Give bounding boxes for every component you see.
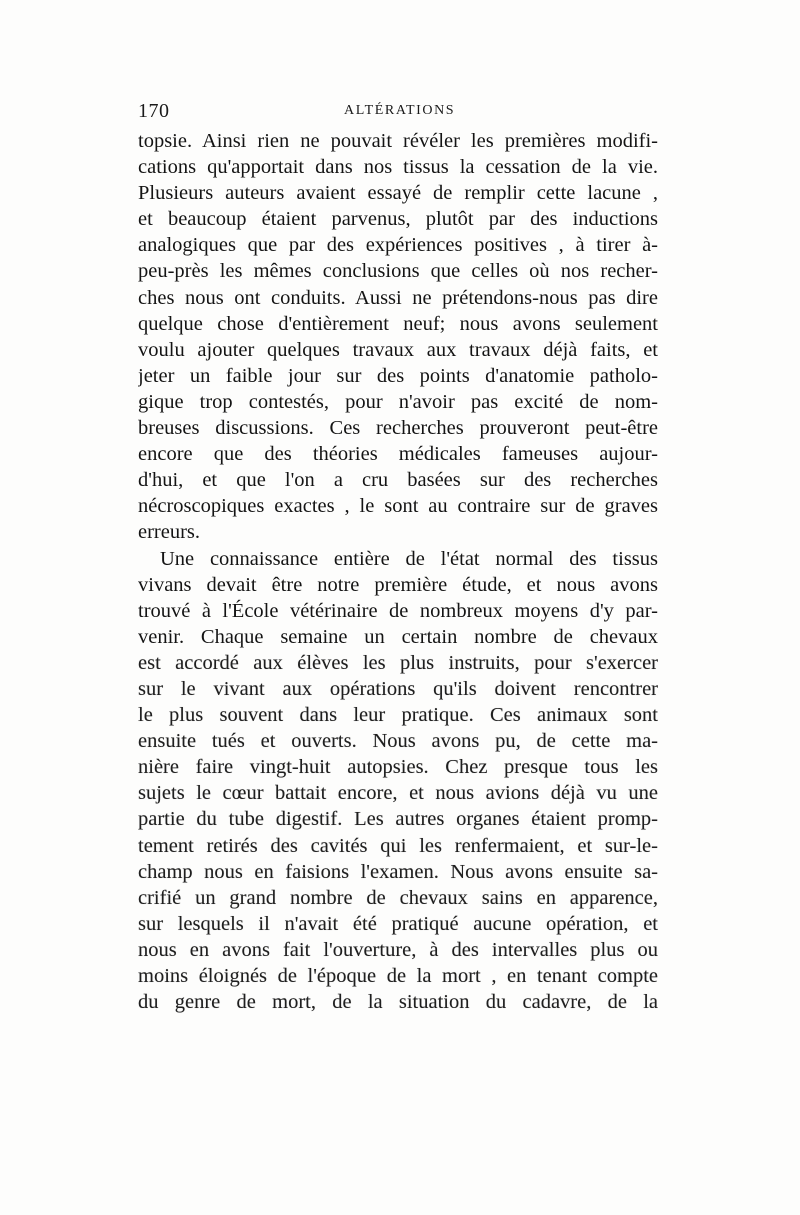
text-line: cations qu'apportait dans nos tissus la cessation de la vie. [138, 156, 658, 179]
body-text [138, 128, 658, 1015]
text-line: Une connaissance entière de l'état normal des tissus [160, 547, 658, 570]
text-line: est accordé aux élèves les plus instruits, pour s'exercer [138, 651, 658, 674]
page-header [138, 100, 658, 124]
text-line: erreurs. [138, 521, 201, 544]
text-line: topsie. Ainsi rien ne pouvait révéler les premières modifi- [138, 130, 658, 152]
text-line: quelque chose d'entièrement neuf; nous avons seulement [138, 312, 658, 335]
text-line: et beaucoup étaient parvenus, plutôt par des inductions [138, 208, 658, 231]
text-line: ches nous ont conduits. Aussi ne prétendons-nous pas dire [138, 286, 658, 309]
text-line: crifié un grand nombre de chevaux sains en apparence, [138, 886, 658, 909]
text-line: gique trop contestés, pour n'avoir pas excité de nom- [138, 390, 658, 413]
text-line: analogiques que par des expériences positives , à tirer à- [138, 234, 658, 257]
text-line: moins éloignés de l'époque de la mort , en tenant compte [138, 965, 658, 987]
text-line: ensuite tués et ouverts. Nous avons pu, de cette ma- [138, 730, 658, 753]
text-line: encore que des théories médicales fameuses aujour- [138, 443, 658, 466]
text-line: trouvé à l'École vétérinaire de nombreux moyens d'y par- [138, 599, 658, 622]
text-line: nous en avons fait l'ouverture, à des intervalles plus ou [138, 938, 658, 961]
text-line: breuses discussions. Ces recherches prouveront peut-être [138, 417, 658, 440]
text-line: d'hui, et que l'on a cru basées sur des recherches [138, 469, 658, 492]
text-line: jeter un faible jour sur des points d'anatomie patholo- [138, 364, 658, 387]
text-line: le plus souvent dans leur pratique. Ces animaux sont [138, 704, 658, 727]
text-line: champ nous en faisions l'examen. Nous avons ensuite sa- [138, 860, 658, 883]
text-line: voulu ajouter quelques travaux aux travaux déjà faits, et [138, 338, 658, 361]
text-line: peu-près les mêmes conclusions que celles où nos recher- [138, 260, 658, 283]
text-line: sujets le cœur battait encore, et nous avions déjà vu une [138, 782, 658, 805]
page-number: 170 [138, 100, 170, 122]
text-line: Plusieurs auteurs avaient essayé de remplir cette lacune , [138, 182, 658, 205]
text-line: du genre de mort, de la situation du cadavre, de la [138, 991, 658, 1014]
text-line: sur lesquels il n'avait été pratiqué aucune opération, et [138, 912, 658, 935]
text-line: sur le vivant aux opérations qu'ils doivent rencontrer [138, 677, 658, 700]
running-title: ALTÉRATIONS [344, 103, 456, 118]
text-line: vivans devait être notre première étude, et nous avons [138, 573, 658, 596]
text-line: nécroscopiques exactes , le sont au contraire sur de graves [138, 495, 658, 518]
text-line: partie du tube digestif. Les autres organes étaient promp- [138, 808, 658, 831]
text-line: nière faire vingt-huit autopsies. Chez presque tous les [138, 756, 658, 779]
text-line: tement retirés des cavités qui les renfermaient, et sur-le- [138, 834, 658, 857]
paragraph-1 [138, 128, 658, 546]
text-line: venir. Chaque semaine un certain nombre de chevaux [138, 625, 658, 648]
paragraph-2 [138, 546, 658, 1016]
